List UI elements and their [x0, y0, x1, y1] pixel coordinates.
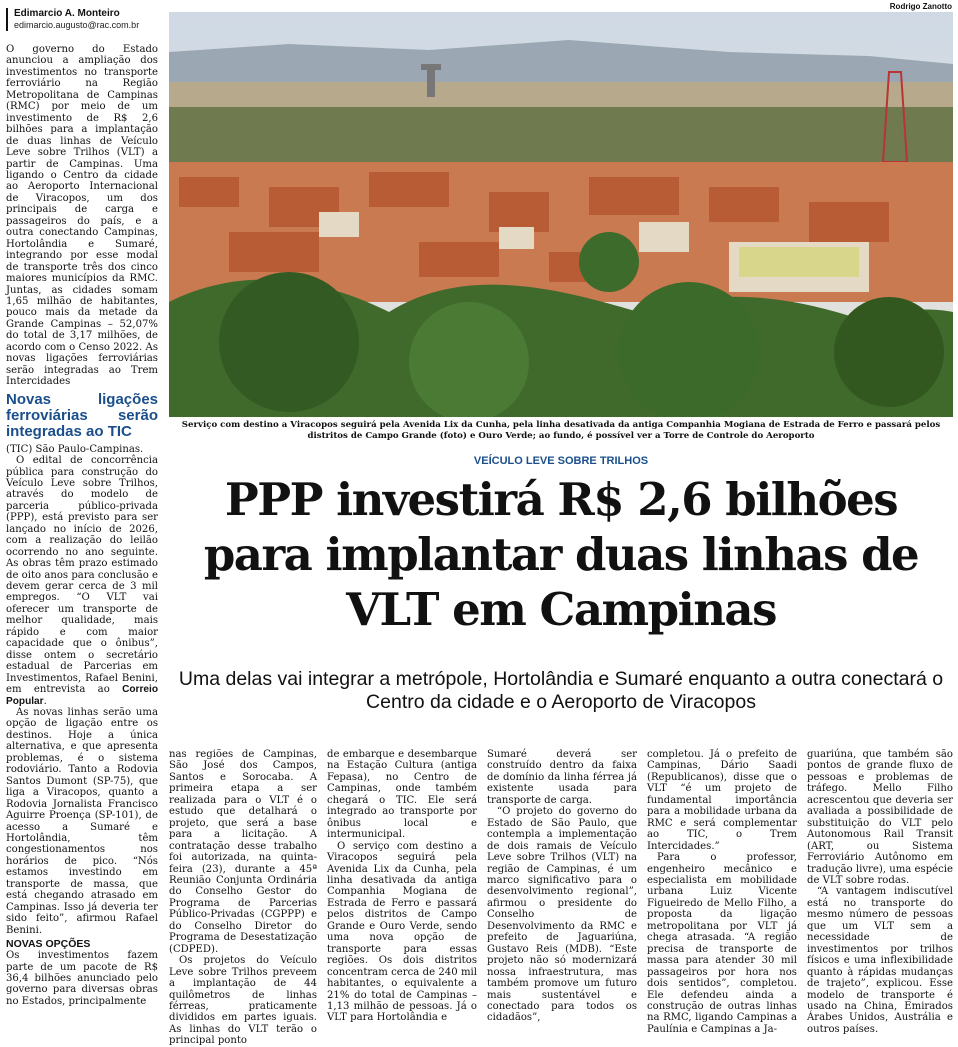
- paragraph: O governo do Estado anunciou a ampliação dos investimentos no transporte ferroviário na Região Metropolitana de Campinas (RMC) por meio de um investimento de R$ 2,6 bilhões para a implantação de duas linhas de Veículo Leve sobre Trilhos (VLT) a partir de Campinas. Uma ligando o Centro da cidade ao Aeroporto Internacional de Viracopos, um dos principais de carga e passageiros do país, e a outra conectando Campinas, Hortolândia e Sumaré, integrando por esse modal de transporte três dos cinco maiores municípios da RMC. Juntas, as cidades somam 1,65 milhão de habitantes, pouco mais da metade da Grande Campinas – 52,07% do total de 3,17 milhões, de acordo com o Censo 2022. As novas ligações ferroviárias serão integradas ao Trem Intercidades: [6, 44, 158, 388]
- headline: PPP investirá R$ 2,6 bilhões para implantar duas linhas de VLT em Campinas: [203, 473, 919, 636]
- news-photo: [169, 12, 953, 417]
- paragraph: nas regiões de Campinas, São José dos Campos, Santos e Sorocaba. A primeira etapa a ser realizada para o VLT é o estudo que detalhará o projeto, que será a base para a licitação. A contratação desse trabalho foi autorizada, na quinta-feira (23), durante a 45ª Reunião Conjunta Ordinária do Conselho Gestor do Programa de Parcerias Público-Privadas (CGPPP) e do Conselho Diretor do Programa de Desestatização (CDPED).: [169, 749, 317, 955]
- paragraph-end: .: [43, 695, 47, 707]
- paragraph: guariúna, que também são pontos de grande fluxo de pessoas e problemas de tráfego. Mello Filho acrescentou que deveria ser avaliada a possibilidade de substituição do VLT pelo Autonomous Rail Transit (ART, ou Sistema Ferroviário Autônomo em tradução livre), uma espécie de VLT sobre rodas.: [807, 749, 953, 886]
- subheadline: Uma delas vai integrar a metrópole, Hortolândia e Sumaré enquanto a outra conectará o Centro da cidade e o Aeroporto de Viracopos: [178, 668, 944, 713]
- column-3: [327, 749, 477, 1024]
- section-heading: NOVAS OPÇÕES: [6, 938, 91, 951]
- paragraph: “O projeto do governo do Estado de São Paulo, que contempla a implementação de dois ramais de Veículo Leve sobre Trilhos (VLT) na região de Campinas, é um marco significativo para o desenvolvimento regional”, afirmou o presidente do Conselho de Desenvolvimento da RMC e prefeito de Jaguariúna, Gustavo Reis (MDB). “Este projeto não só modernizará nossa infraestrutura, mas também promove um futuro mais sustentável e conectado para todos os cidadãos”,: [487, 806, 637, 1024]
- city-landscape-photo: [169, 12, 953, 417]
- paragraph: de embarque e desembarque na Estação Cultura (antiga Fepasa), no Centro de Campinas, onde também chegará o TIC. Ele será integrado ao transporte por ônibus local e intermunicipal.: [327, 749, 477, 841]
- photo-credit: Rodrigo Zanotto: [889, 2, 952, 11]
- author-name: Edimarcio A. Monteiro: [14, 8, 120, 19]
- paragraph: (TIC) São Paulo-Campinas.: [6, 443, 144, 455]
- paragraph: completou. Já o prefeito de Campinas, Dário Saadi (Republicanos), disse que o VLT “é um projeto de fundamental importância para a mobilidade urbana da RMC e será complementar ao TIC, o Trem Intercidades.”: [647, 749, 797, 852]
- paragraph: Os projetos do Veículo Leve sobre Trilhos preveem a implantação de 44 quilômetros de linhas férreas, praticamente divididos em partes iguais. As linhas do VLT terão o principal ponto: [169, 955, 317, 1047]
- subtitle: Novas ligações ferroviárias serão integradas ao TIC: [6, 390, 158, 440]
- column-1: [6, 44, 158, 1007]
- paragraph: Sumaré deverá ser construído dentro da faixa de domínio da linha férrea já existente usada para transporte de carga.: [487, 749, 637, 806]
- photo-caption: Serviço com destino a Viracopos seguirá pela Avenida Lix da Cunha, pela linha desativada da antiga Companhia Mogiana de Estrada de Ferro e passará pelos distritos de Campo Grande (foto) e Ouro Verde; ao fundo, é possível ver a Torre de Controle do Aeroporto: [181, 420, 941, 441]
- paragraph: Para o professor, engenheiro mecânico e especialista em mobilidade urbana Luiz Vicente Figueiredo de Mello Filho, a proposta da ligação metropolitana por VLT já chega atrasada. “A região precisa de transporte de massa para atender 30 mil passageiros por hora nos dois sentidos”, completou. Ele defendeu ainda a construção de outras linhas na RMC, ligando Campinas a Paulínia e Campinas a Ja-: [647, 852, 797, 1035]
- paragraph: As novas linhas serão uma opção de ligação entre os destinos. Hoje a única alternativa, e que apresenta problemas, é o sistema rodoviário. Tanto a Rodovia Santos Dumont (SP-75), que liga a Viracopos, quanto a Rodovia Jornalista Francisco Aguirre Proença (SP-101), de acesso a Sumaré e Hortolândia, têm congestionamentos nos horários de pico. “Nós estamos investindo em transporte de massa, que está chegando atrasado em Campinas. Isso já deveria ter sido feito”, afirmou Rafael Benini.: [6, 707, 158, 936]
- paragraph: [6, 455, 158, 707]
- column-5: [647, 749, 797, 1035]
- author-email[interactable]: edimarcio.augusto@rac.com.br: [14, 20, 140, 30]
- kicker: VEÍCULO LEVE SOBRE TRILHOS: [473, 455, 649, 467]
- column-2: [169, 749, 317, 1047]
- paragraph-text: O edital de concorrência pública para construção do Veículo Leve sobre Trilhos, através do modelo de parceria público-privada (PPP), está previsto para ser lançado no início de 2026, com a realização do leilão ocorrendo no ano seguinte. As obras têm prazo estimado de oito anos para conclusão e devem gerar cerca de 3 mil empregos. “O VLT vai oferecer um transporte de melhor qualidade, mais rápido e com maior capacidade que o ônibus”, disse ontem o secretário estadual de Parcerias em Investimentos, Rafael Benini, em entrevista ao: [6, 455, 158, 696]
- column-4: [487, 749, 637, 1024]
- paragraph: O serviço com destino a Viracopos seguirá pela Avenida Lix da Cunha, pela linha desativada da antiga Companhia Mogiana de Estrada de Ferro e passará pelos distritos de Campo Grande e Ouro Verde, sendo uma nova opção de transporte para essas regiões. Os dois distritos concentram cerca de 240 mil habitantes, o equivalente a 21% do total de Campinas – 1,13 milhão de pessoas. Já o VLT para Hortolândia e: [327, 840, 477, 1024]
- byline: [6, 8, 172, 31]
- paragraph: “A vantagem indiscutível está no transporte do mesmo número de pessoas que um VLT sem a necessidade de investimentos por trilhos físicos e uma inflexibilidade quanto à rápidas mudanças de trajeto”, explicou. Esse modelo de transporte é usado na China, Emirados Árabes Unidos, Austrália e outros países.: [807, 886, 953, 1035]
- column-6: [807, 749, 953, 1035]
- newspaper-name: Correio Popular: [6, 684, 158, 707]
- paragraph: Os investimentos fazem parte de um pacote de R$ 36,4 bilhões anunciado pelo governo para diversas obras no Estados, principalmente: [6, 950, 158, 1007]
